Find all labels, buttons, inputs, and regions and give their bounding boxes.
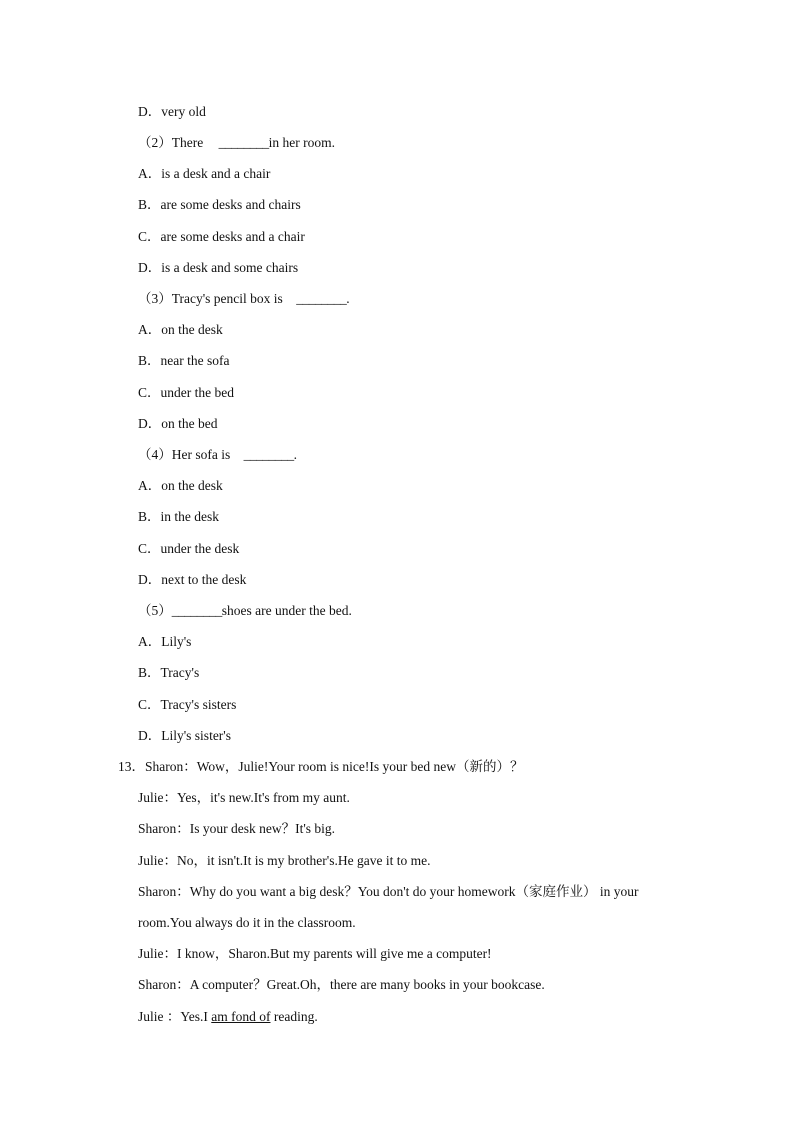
q13-line-4: Julie：No，it isn't.It is my brother's.He gave it to me. <box>138 853 431 868</box>
q12-5-option-a: A．Lily's <box>138 634 192 649</box>
q12-2-suffix: in her room. <box>268 135 335 150</box>
q12-5-blank-line: ________ <box>171 603 222 618</box>
q12-3-stem <box>138 291 350 307</box>
q12-2-option-b: B．are some desks and chairs <box>138 197 301 212</box>
q12-3-prefix: （3）Tracy's pencil box is <box>138 291 287 306</box>
q12-2-stem <box>138 135 335 151</box>
q12-4-blank-line: ________ <box>243 447 294 462</box>
q12-3-option-a: A．on the desk <box>138 322 223 337</box>
q13-line-8: Sharon：A computer？Great.Oh，there are many books in your bookcase. <box>138 977 545 992</box>
q12-4-option-a: A．on the desk <box>138 478 223 493</box>
q12-2-blank-line: ________ <box>218 135 269 150</box>
q12-2-option-a: A．is a desk and a chair <box>138 166 271 181</box>
q12-4-option-c: C．under the desk <box>138 541 240 556</box>
q12-3-option-b: B．near the sofa <box>138 353 230 368</box>
q12-2-prefix: （2）There <box>138 135 207 150</box>
q12-3-option-c: C．under the bed <box>138 385 234 400</box>
q12-4-stem <box>138 447 297 463</box>
q12-4-suffix: . <box>293 447 297 462</box>
q12-2-option-c: C．are some desks and a chair <box>138 229 305 244</box>
q12-4-option-d: D．next to the desk <box>138 572 247 587</box>
q12-5-suffix: shoes are under the bed. <box>221 603 352 618</box>
q13-line-7: Julie：I know，Sharon.But my parents will give me a computer! <box>138 946 492 961</box>
q12-2-option-d: D．is a desk and some chairs <box>138 260 299 275</box>
q13-line-3: Sharon：Is your desk new？It's big. <box>138 821 336 836</box>
q12-3-blank-line: ________ <box>296 291 347 306</box>
q12-5-prefix: （5） <box>138 603 172 618</box>
q13-line-9 <box>138 1009 318 1025</box>
q13-line-5: Sharon：Why do you want a big desk？You don't do your homework（家庭作业） in your <box>138 884 639 899</box>
q13-line-6: room.You always do it in the classroom. <box>138 915 356 930</box>
q12-4-option-b: B．in the desk <box>138 509 219 524</box>
q12-1-option-d: D．very old <box>138 104 206 119</box>
q13-underlined-phrase: am fond of <box>211 1009 271 1024</box>
q12-5-option-d: D．Lily's sister's <box>138 728 231 743</box>
q12-5-option-b: B．Tracy's <box>138 665 200 680</box>
q13-line-2: Julie：Yes，it's new.It's from my aunt. <box>138 790 350 805</box>
q13-line-9-prefix: Julie ：Yes.I <box>138 1009 212 1024</box>
q12-5-stem <box>138 603 352 619</box>
q13-line-1: 13．Sharon：Wow，Julie!Your room is nice!Is your bed new（新的）？ <box>118 759 524 774</box>
q12-5-option-c: C．Tracy's sisters <box>138 697 237 712</box>
q12-3-option-d: D．on the bed <box>138 416 218 431</box>
q13-line-9-suffix: reading. <box>270 1009 318 1024</box>
q12-4-prefix: （4）Her sofa is <box>138 447 234 462</box>
q12-3-suffix: . <box>346 291 350 306</box>
